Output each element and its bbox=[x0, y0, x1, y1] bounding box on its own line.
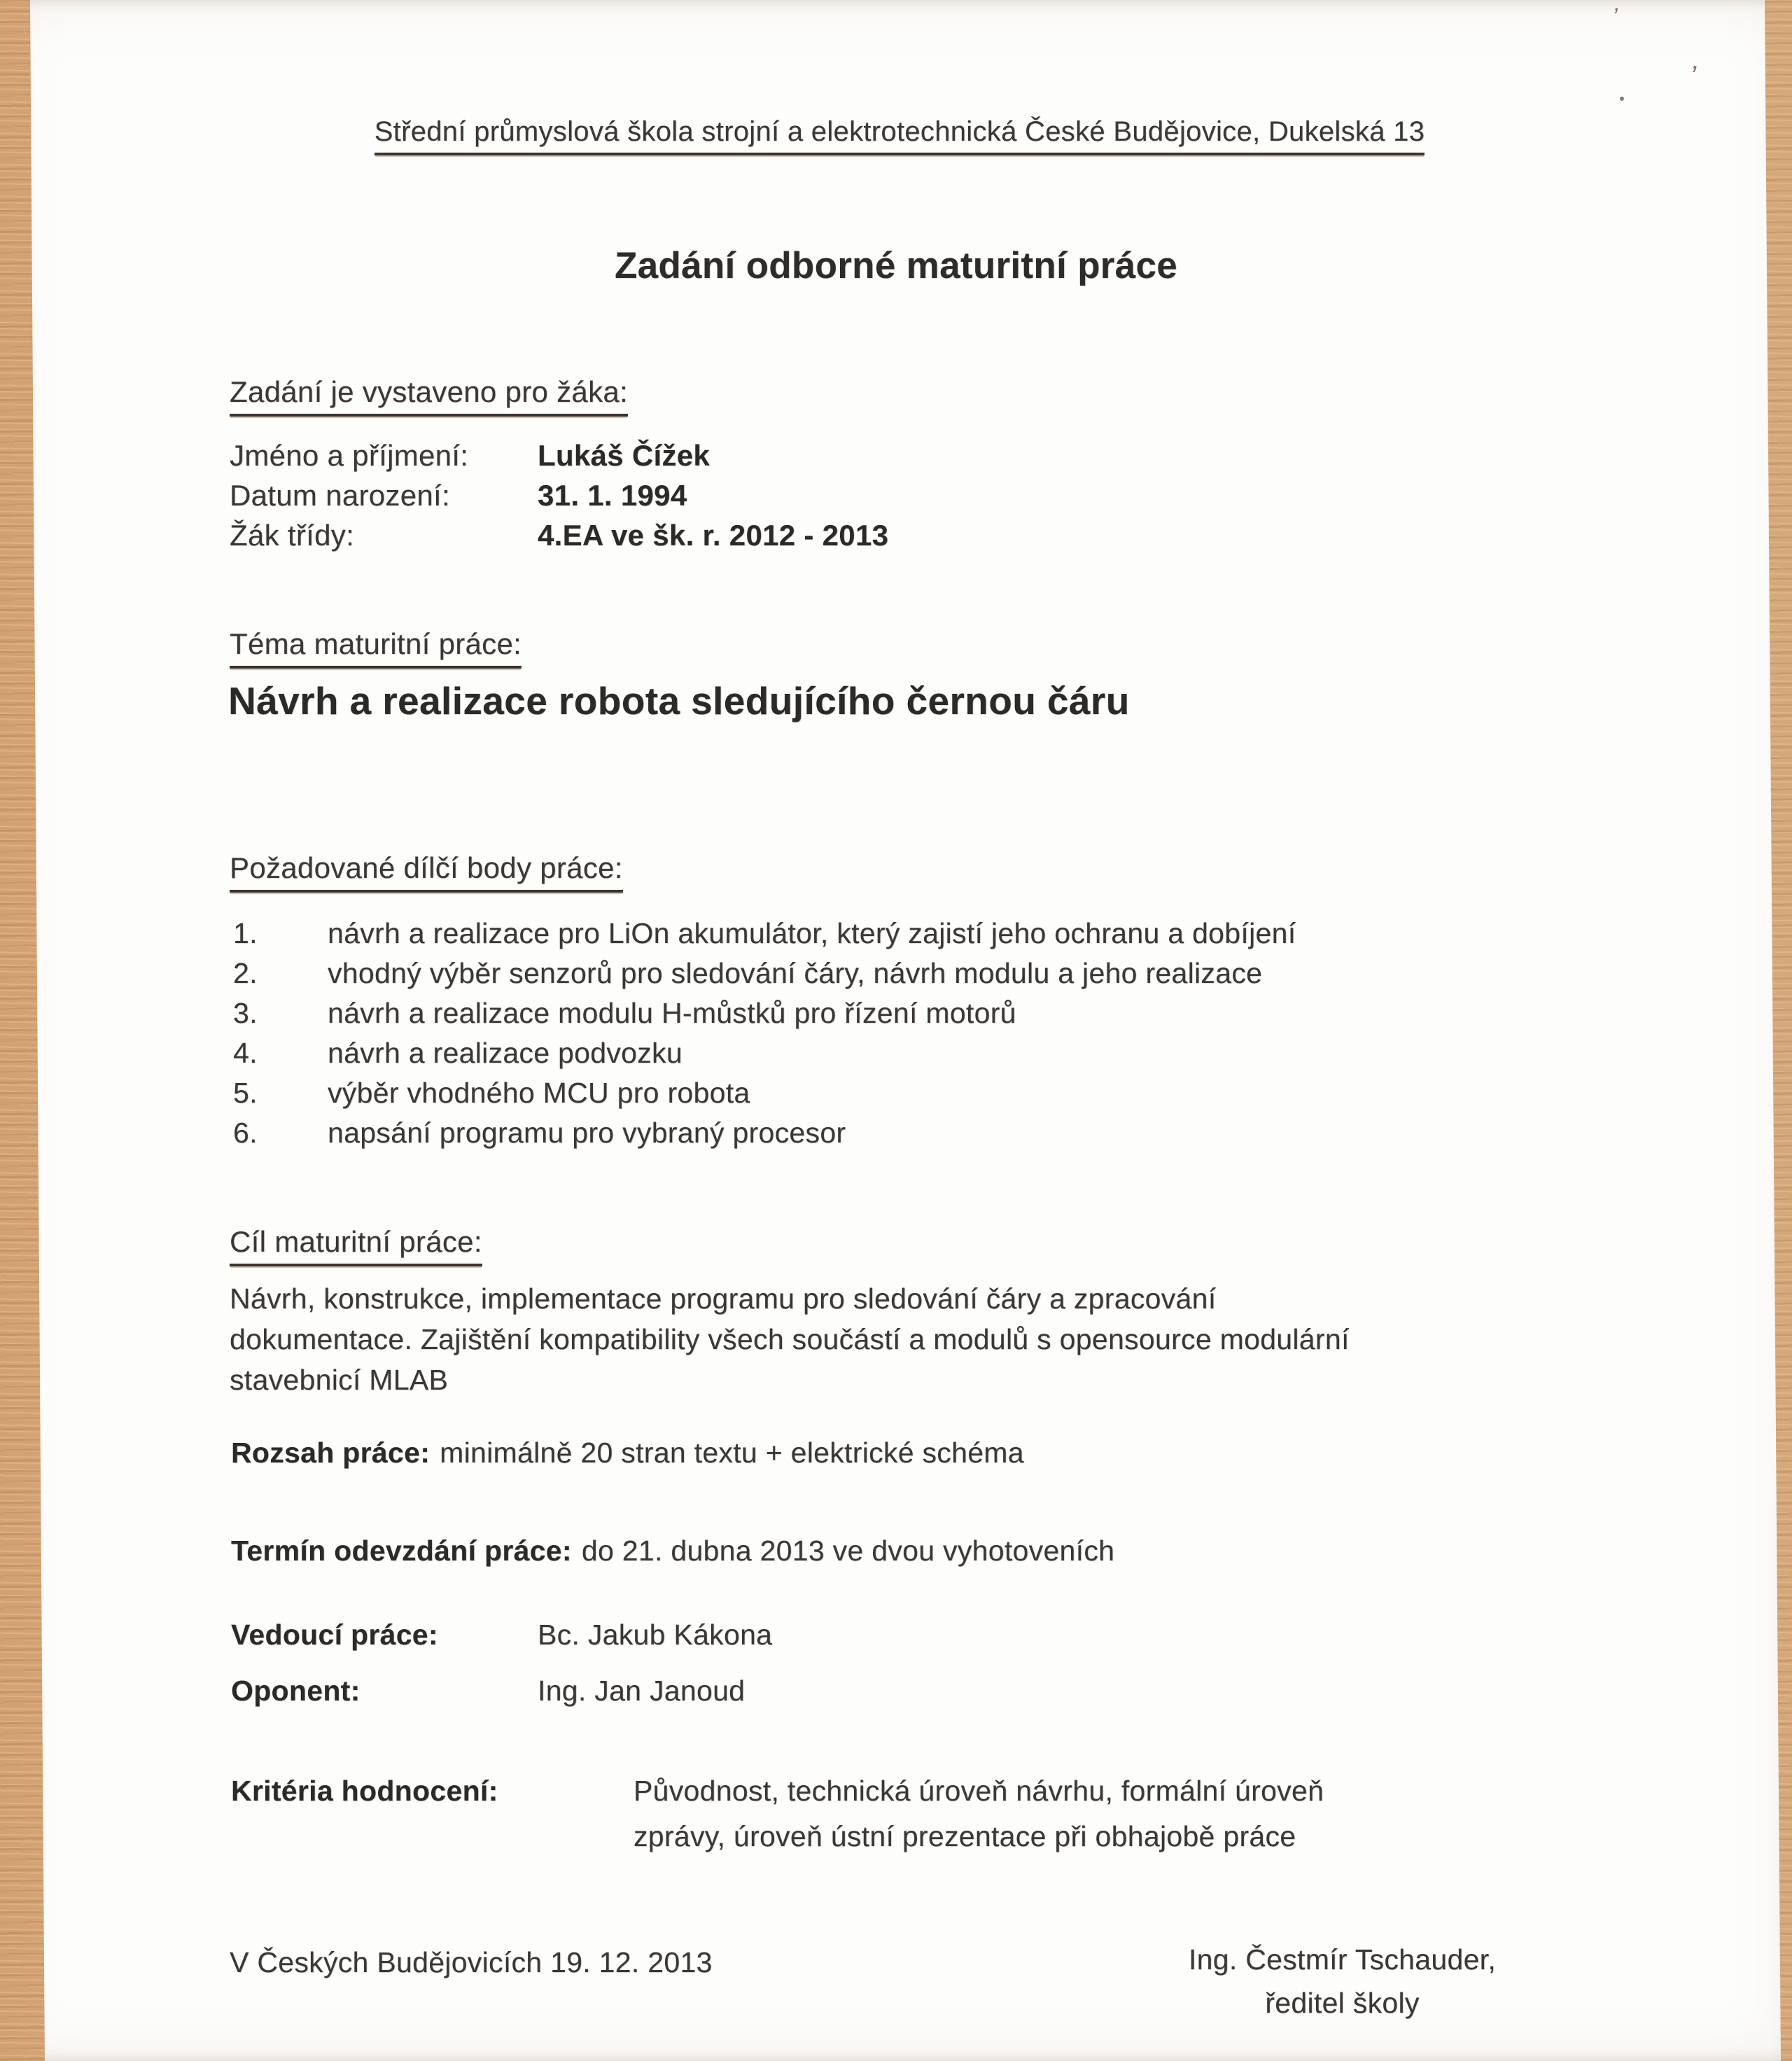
opponent-label: Oponent: bbox=[231, 1675, 360, 1707]
requirement-text: výběr vhodného MCU pro robota bbox=[328, 1077, 750, 1109]
topic-title: Návrh a realizace robota sledujícího černou čáru bbox=[228, 679, 1130, 722]
criteria-line: zprávy, úroveň ústní prezentace při obhajobě práce bbox=[634, 1820, 1296, 1852]
student-name-value: Lukáš Čížek bbox=[538, 439, 710, 472]
ink-mark: ʼ bbox=[1609, 4, 1620, 32]
scope-label: Rozsah práce: bbox=[231, 1437, 430, 1469]
topic-section-heading: Téma maturitní práce: bbox=[230, 627, 522, 669]
student-class-label: Žák třídy: bbox=[230, 519, 355, 552]
opponent-value: Ing. Jan Janoud bbox=[538, 1675, 746, 1707]
criteria-value bbox=[634, 1775, 1324, 1853]
requirement-number: 5. bbox=[233, 1077, 258, 1109]
criteria-label: Kritéria hodnocení: bbox=[231, 1775, 498, 1807]
requirement-text: návrh a realizace podvozku bbox=[328, 1037, 682, 1069]
goal-text-line: Návrh, konstrukce, implementace programu pro sledování čáry a zpracování bbox=[230, 1283, 1217, 1315]
scope-value: minimálně 20 stran textu + elektrické schéma bbox=[440, 1437, 1024, 1469]
document-title: Zadání odborné maturitní práce bbox=[614, 245, 1178, 286]
deadline-label: Termín odevzdání práce: bbox=[231, 1535, 572, 1567]
student-class-value: 4.EA ve šk. r. 2012 - 2013 bbox=[538, 519, 889, 552]
school-header bbox=[42, 116, 1757, 155]
student-section-heading: Zadání je vystaveno pro žáka: bbox=[230, 375, 628, 417]
criteria-line: Původnost, technická úroveň návrhu, formální úroveň bbox=[634, 1775, 1324, 1807]
goal-section-heading: Cíl maturitní práce: bbox=[230, 1225, 482, 1266]
requirement-number: 6. bbox=[233, 1117, 258, 1149]
requirement-text: návrh a realizace pro LiOn akumulátor, který zajistí jeho ochranu a dobíjení bbox=[328, 917, 1296, 949]
requirement-number: 3. bbox=[233, 997, 258, 1029]
deadline-value: do 21. dubna 2013 ve dvou vyhotoveních bbox=[581, 1535, 1115, 1567]
requirement-text: napsání programu pro vybraný procesor bbox=[328, 1117, 846, 1149]
requirement-text: vhodný výběr senzorů pro sledování čáry, návrh modulu a jeho realizace bbox=[328, 957, 1263, 989]
signature-name: Ing. Čestmír Tschauder, bbox=[1188, 1943, 1497, 1976]
requirement-number: 2. bbox=[233, 957, 258, 989]
requirement-number: 4. bbox=[233, 1037, 258, 1069]
student-birthdate-value: 31. 1. 1994 bbox=[538, 479, 687, 512]
ink-dot bbox=[1620, 97, 1624, 101]
signature-role: ředitel školy bbox=[1265, 1987, 1420, 2019]
requirement-number: 1. bbox=[233, 917, 258, 949]
goal-text-line: dokumentace. Zajištění kompatibility všech součástí a modulů s opensource modulární bbox=[230, 1323, 1350, 1355]
deadline-row bbox=[231, 1535, 1114, 1567]
requirement-text: návrh a realizace modulu H-můstků pro řízení motorů bbox=[328, 997, 1016, 1029]
goal-text-line: stavebnicí MLAB bbox=[230, 1364, 449, 1396]
signature-block bbox=[1148, 1938, 1536, 2025]
footer-place-date: V Českých Budějovicích 19. 12. 2013 bbox=[230, 1946, 713, 1978]
requirements-section-heading: Požadované dílčí body práce: bbox=[230, 851, 623, 893]
school-header-text: Střední průmyslová škola strojní a elektrotechnická České Budějovice, Dukelská 13 bbox=[374, 116, 1425, 155]
supervisor-value: Bc. Jakub Kákona bbox=[538, 1619, 773, 1651]
supervisor-label: Vedoucí práce: bbox=[231, 1619, 438, 1651]
student-name-label: Jméno a příjmení: bbox=[230, 439, 469, 472]
ink-mark: ʼ bbox=[1686, 61, 1700, 93]
student-birthdate-label: Datum narození: bbox=[230, 479, 450, 512]
scope-row bbox=[231, 1437, 1024, 1469]
